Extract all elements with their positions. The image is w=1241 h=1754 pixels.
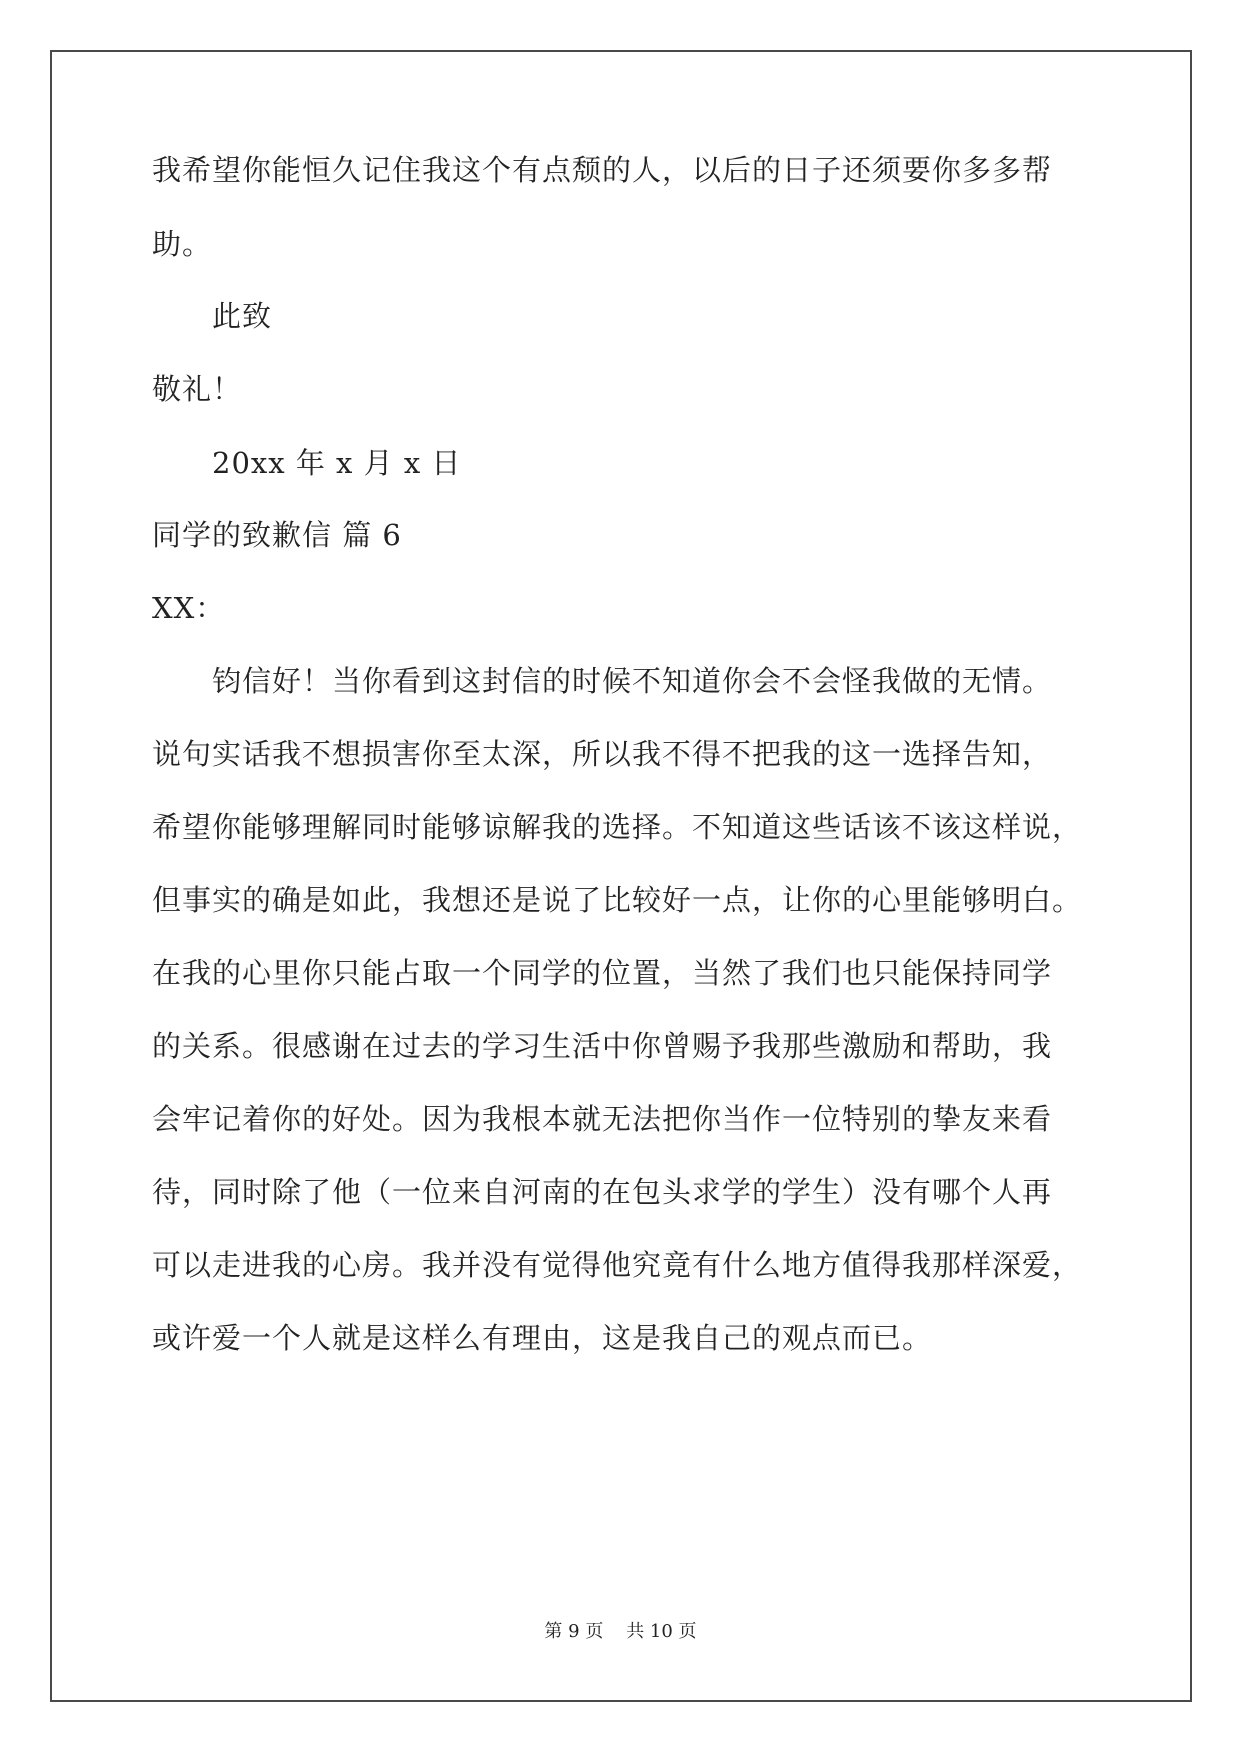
body-text-line: 希望你能够理解同时能够谅解我的选择。不知道这些话该不该这样说， (152, 810, 1083, 844)
page-number-footer: 第 9 页 共 10 页 (544, 1621, 697, 1642)
section-heading: 同学的致歉信 篇 6 (152, 518, 402, 552)
body-text-line: 或许爱一个人就是这样么有理由，这是我自己的观点而已。 (152, 1321, 933, 1355)
closing-salutation: 此致 (212, 299, 273, 333)
body-text-line: 钧信好！当你看到这封信的时候不知道你会不会怪我做的无情。 (212, 664, 1053, 698)
body-text-line: 但事实的确是如此，我想还是说了比较好一点，让你的心里能够明白。 (152, 883, 1083, 917)
body-text-line: 助。 (152, 227, 213, 261)
body-text-line: 待，同时除了他（一位来自河南的在包头求学的学生）没有哪个人再 (152, 1175, 1053, 1209)
letter-date: 20xx 年 x 月 x 日 (212, 446, 462, 480)
body-text-line: 的关系。很感谢在过去的学习生活中你曾赐予我那些激励和帮助，我 (152, 1029, 1053, 1063)
letter-addressee: XX： (152, 591, 226, 625)
body-text-line: 说句实话我不想损害你至太深，所以我不得不把我的这一选择告知， (152, 737, 1053, 771)
body-text-line: 我希望你能恒久记住我这个有点颓的人，以后的日子还须要你多多帮 (152, 153, 1053, 187)
body-text-line: 可以走进我的心房。我并没有觉得他究竟有什么地方值得我那样深爱， (152, 1248, 1083, 1282)
body-text-line: 在我的心里你只能占取一个同学的位置，当然了我们也只能保持同学 (152, 956, 1053, 990)
body-text-line: 会牢记着你的好处。因为我根本就无法把你当作一位特别的挚友来看 (152, 1102, 1053, 1136)
closing-regards: 敬礼！ (152, 372, 243, 406)
